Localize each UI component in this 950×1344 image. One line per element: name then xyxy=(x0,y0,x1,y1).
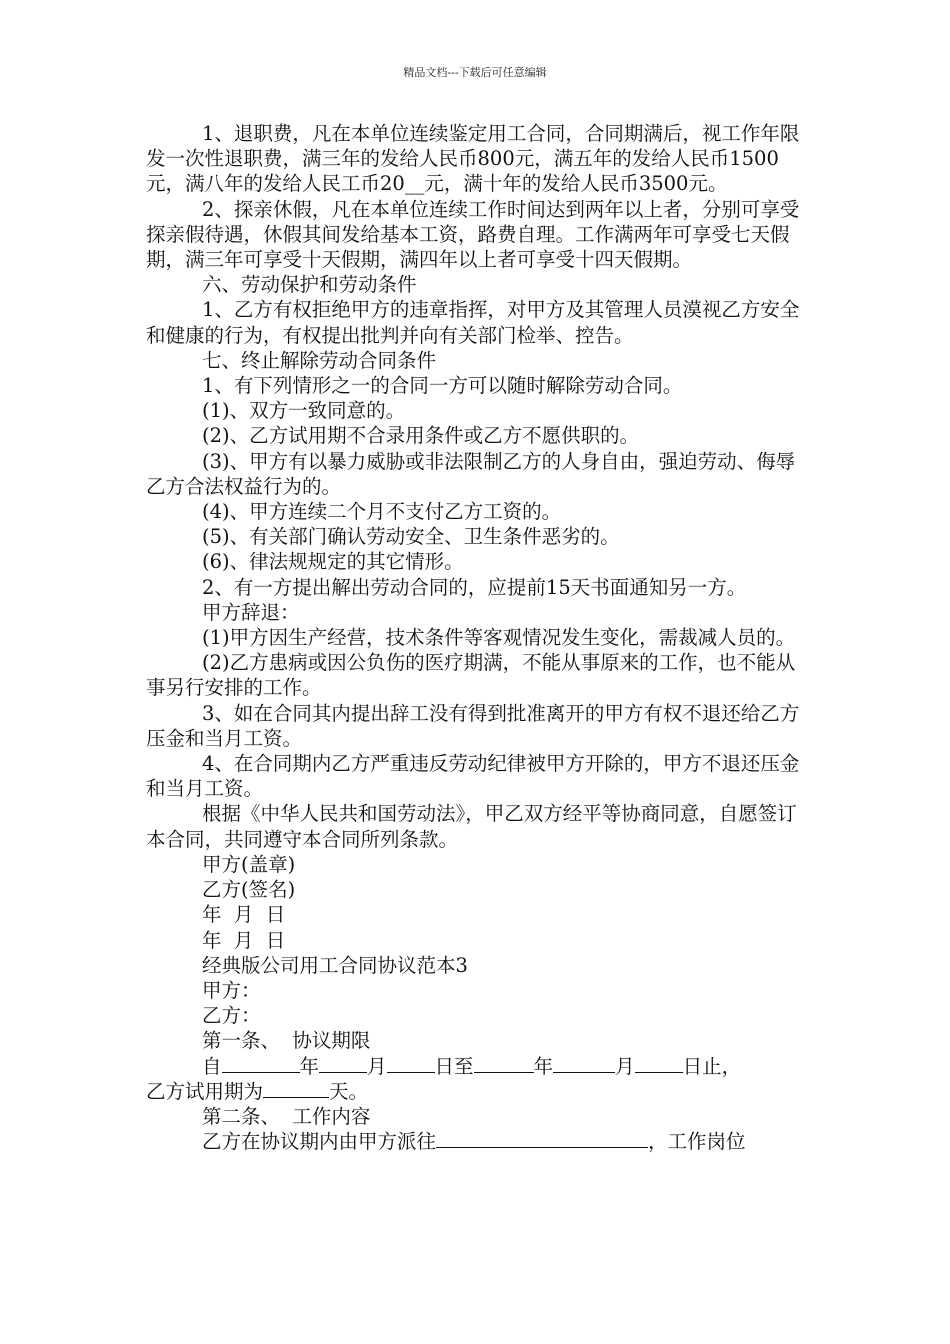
trial-period-line xyxy=(146,1079,810,1104)
term-day-to-label: 日至 xyxy=(434,1054,474,1078)
blank-start-year[interactable] xyxy=(222,1054,300,1073)
blank-end-month[interactable] xyxy=(553,1054,615,1073)
trial-period-unit: 天。 xyxy=(329,1079,369,1103)
blank-start-day[interactable] xyxy=(387,1054,435,1073)
dispatch-position-label: ，工作岗位 xyxy=(648,1130,746,1154)
template-party-a: 甲方： xyxy=(202,978,261,1002)
document-body xyxy=(146,121,810,1154)
paragraph-severance: 1、退职费，凡在本单位连续鉴定用工合同，合同期满后，视工作年限发一次性退职费，满三年的发给人民币800元，满五年的发给人民币1500元，满八年的发给人民工币20__元，满十年的发给人民币3500元。 xyxy=(146,122,800,196)
term-end-label: 日止， xyxy=(682,1054,742,1078)
list-item-termination-5: (5)、有关部门确认劳动安全、卫生条件恶劣的。 xyxy=(202,525,620,549)
paragraph-legal-basis: 根据《中华人民共和国劳动法》，甲乙双方经平等协商同意，自愿签订本合同，共同遵守本合同所列条款。 xyxy=(146,802,797,851)
term-from-label: 自 xyxy=(202,1054,222,1078)
dispatch-line xyxy=(146,1129,810,1154)
term-year2-label: 年 xyxy=(533,1054,554,1078)
subheading-dismissal: 甲方辞退： xyxy=(202,600,300,624)
signature-party-a: 甲方(盖章) xyxy=(202,852,296,876)
template-party-b: 乙方： xyxy=(202,1004,261,1028)
article-2-heading: 第二条、 工作内容 xyxy=(202,1104,371,1128)
list-item-termination-3: (3)、甲方有以暴力威胁或非法限制乙方的人身自由，强迫劳动、侮辱乙方合法权益行为的。 xyxy=(146,449,796,498)
section-heading-termination: 七、终止解除劳动合同条件 xyxy=(202,348,437,372)
page-header: 精品文档---下载后可任意编辑 xyxy=(403,66,547,79)
signature-date-b: 年 月 日 xyxy=(202,928,286,952)
list-item-termination-2: (2)、乙方试用期不合录用条件或乙方不愿供职的。 xyxy=(202,424,640,448)
article-1-heading: 第一条、 协议期限 xyxy=(202,1029,371,1053)
list-item-dismissal-2: (2)乙方患病或因公负伤的医疗期满，不能从事原来的工作，也不能从事另行安排的工作。 xyxy=(146,651,796,700)
template-title: 经典版公司用工合同协议范本3 xyxy=(202,953,468,977)
paragraph-discipline-dismissal: 4、在合同期内乙方严重违反劳动纪律被甲方开除的，甲方不退还压金和当月工资。 xyxy=(146,752,800,801)
blank-start-month[interactable] xyxy=(319,1054,367,1073)
blank-end-year[interactable] xyxy=(474,1054,534,1073)
paragraph-notice-period: 2、有一方提出解出劳动合同的，应提前15天书面通知另一方。 xyxy=(202,575,747,599)
blank-dispatch-location[interactable] xyxy=(436,1129,648,1148)
blank-trial-days[interactable] xyxy=(263,1079,329,1098)
paragraph-unapproved-resignation: 3、如在合同其内提出辞工没有得到批准离开的甲方有权不退还给乙方压金和当月工资。 xyxy=(146,701,800,750)
section-heading-labor-protection: 六、劳动保护和劳动条件 xyxy=(202,273,417,297)
list-item-dismissal-1: (1)甲方因生产经营，技术条件等客观情况发生变化，需裁减人员的。 xyxy=(202,626,796,650)
list-item-termination-6: (6)、律法规规定的其它情形。 xyxy=(202,550,464,574)
list-item-termination-1: (1)、双方一致同意的。 xyxy=(202,399,406,423)
term-month-label: 月 xyxy=(367,1054,387,1078)
signature-party-b: 乙方(签名) xyxy=(202,878,296,902)
paragraph-right-to-refuse: 1、乙方有权拒绝甲方的违章指挥，对甲方及其管理人员漠视乙方安全和健康的行为，有权提出批判并向有关部门检举、控告。 xyxy=(146,298,800,347)
paragraph-home-leave: 2、探亲休假，凡在本单位连续工作时间达到两年以上者，分别可享受探亲假待遇，休假其间发给基本工资，路费自理。工作满两年可享受七天假期，满三年可享受十天假期，满四年以上者可享受十四天假期。 xyxy=(146,197,800,272)
term-year-label: 年 xyxy=(299,1054,320,1078)
list-item-termination-4: (4)、甲方连续二个月不支付乙方工资的。 xyxy=(202,500,562,524)
signature-date-a: 年 月 日 xyxy=(202,903,286,927)
term-line xyxy=(146,1054,810,1079)
trial-period-label: 乙方试用期为 xyxy=(146,1079,264,1103)
term-month2-label: 月 xyxy=(615,1054,635,1078)
dispatch-label: 乙方在协议期内由甲方派往 xyxy=(202,1130,437,1154)
blank-end-day[interactable] xyxy=(635,1054,683,1073)
paragraph-termination-intro: 1、有下列情形之一的合同一方可以随时解除劳动合同。 xyxy=(202,374,683,398)
